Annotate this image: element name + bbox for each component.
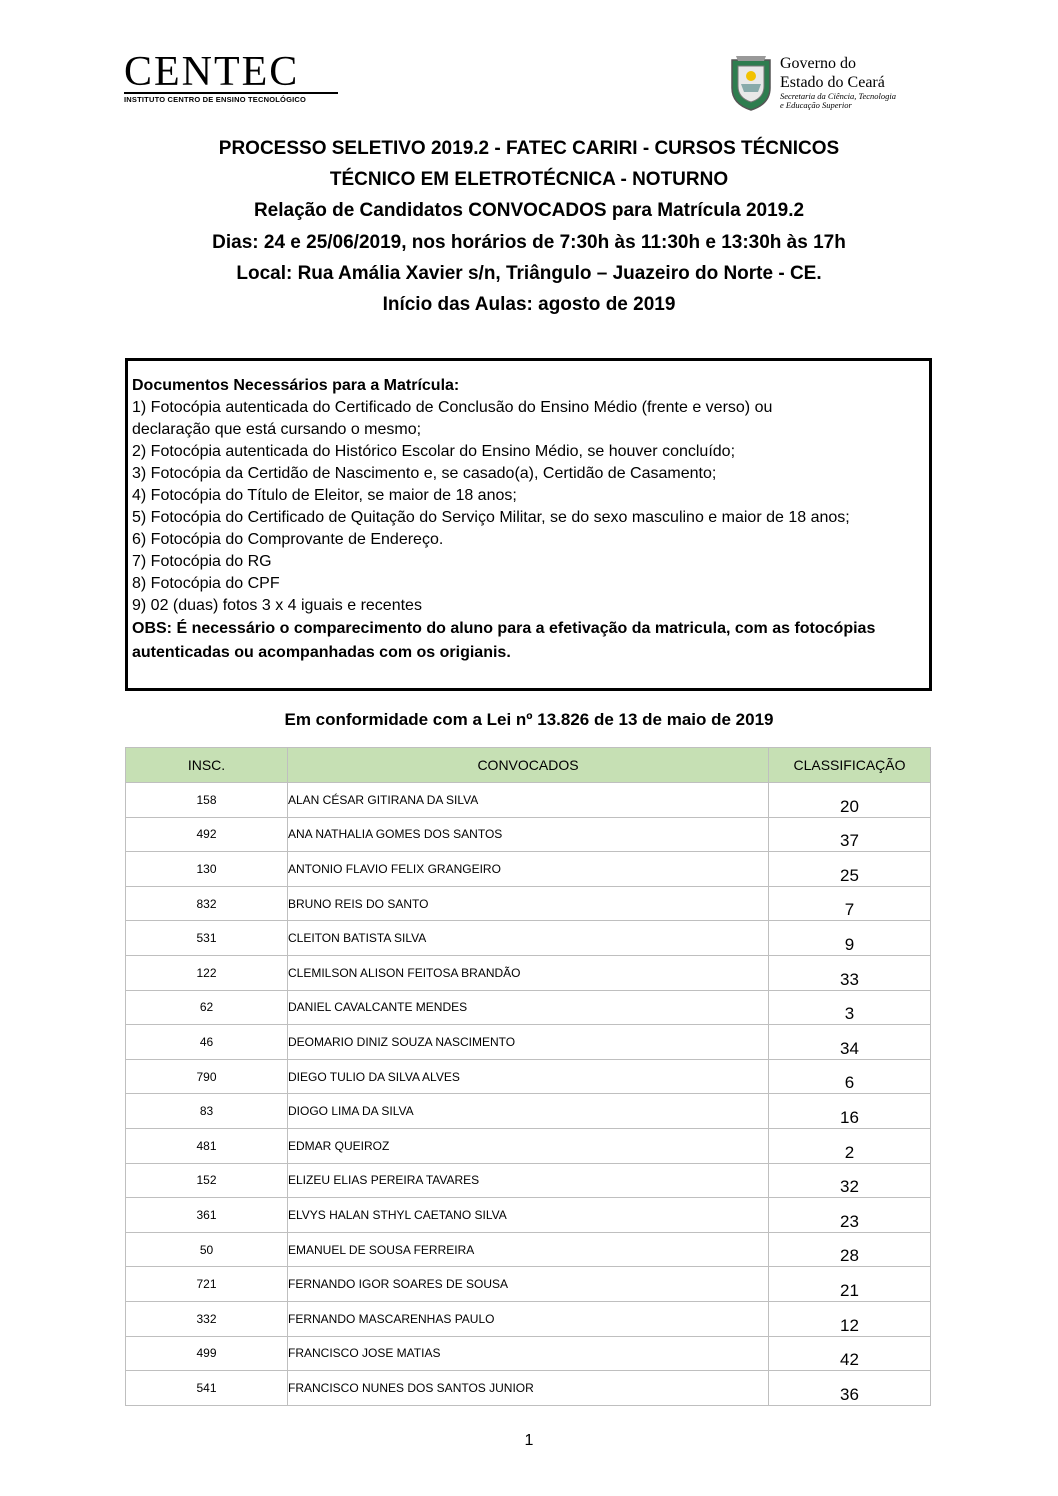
cell-classificacao: 37 [769,817,931,852]
cell-classificacao: 9 [769,921,931,956]
law-reference: Em conformidade com a Lei nº 13.826 de 13 de maio de 2019 [284,710,774,729]
cell-insc: 832 [126,886,288,921]
column-header-convocados: CONVOCADOS [288,748,769,783]
cell-classificacao: 34 [769,1025,931,1060]
cell-classificacao: 32 [769,1163,931,1198]
documents-title: Documentos Necessários para a Matrícula: [132,377,460,394]
cell-convocado: CLEITON BATISTA SILVA [288,921,769,956]
cell-insc: 50 [126,1232,288,1267]
heading-course: TÉCNICO EM ELETROTÉCNICA - NOTURNO [329,169,729,191]
table-row [126,1336,931,1371]
cell-convocado: ANTONIO FLAVIO FELIX GRANGEIRO [288,852,769,887]
cell-insc: 361 [126,1198,288,1233]
cell-insc: 62 [126,990,288,1025]
document-item: 4) Fotocópia do Título de Eleitor, se maior de 18 anos; [132,487,517,504]
table-row [126,955,931,990]
document-item: declaração que está cursando o mesmo; [132,421,422,438]
cell-classificacao: 33 [769,955,931,990]
documents-obs-line1: OBS: É necessário o comparecimento do aluno para a efetivação da matricula, com as fotocópias [132,620,876,637]
cell-convocado: DANIEL CAVALCANTE MENDES [288,990,769,1025]
cell-classificacao: 6 [769,1059,931,1094]
column-header-classificacao: CLASSIFICAÇÃO [769,748,931,783]
cell-classificacao: 42 [769,1336,931,1371]
required-documents-box [125,358,932,691]
table-row [126,1301,931,1336]
cell-classificacao: 2 [769,1128,931,1163]
column-header-insc: INSC. [126,748,288,783]
table-row [126,886,931,921]
centec-logo-word: CENTEC [124,49,300,95]
cell-classificacao: 16 [769,1094,931,1129]
cell-convocado: FERNANDO MASCARENHAS PAULO [288,1301,769,1336]
cell-classificacao: 25 [769,852,931,887]
cell-convocado: EMANUEL DE SOUSA FERREIRA [288,1232,769,1267]
table-row [126,990,931,1025]
cell-insc: 130 [126,852,288,887]
cell-classificacao: 12 [769,1301,931,1336]
gov-logo-line2: Estado do Ceará [780,74,885,91]
cell-convocado: CLEMILSON ALISON FEITOSA BRANDÃO [288,955,769,990]
table-row [126,783,931,818]
cell-insc: 492 [126,817,288,852]
cell-convocado: DIEGO TULIO DA SILVA ALVES [288,1059,769,1094]
table-row [126,921,931,956]
document-item: 6) Fotocópia do Comprovante de Endereço. [132,531,444,548]
ceara-seal-icon [728,52,774,112]
gov-logo-sub1: Secretaria da Ciência, Tecnologia [780,91,896,101]
documents-obs-line2: autenticadas ou acompanhadas com os origianis. [132,644,511,661]
heading-location: Local: Rua Amália Xavier s/n, Triângulo – Juazeiro do Norte - CE. [236,262,822,284]
cell-insc: 83 [126,1094,288,1129]
cell-insc: 158 [126,783,288,818]
cell-insc: 46 [126,1025,288,1060]
gov-logo-line1: Governo do [780,55,856,72]
heading-classes-start: Início das Aulas: agosto de 2019 [382,294,676,316]
cell-convocado: FRANCISCO NUNES DOS SANTOS JUNIOR [288,1371,769,1406]
table-row [126,1198,931,1233]
cell-convocado: FERNANDO IGOR SOARES DE SOUSA [288,1267,769,1302]
table-row [126,817,931,852]
candidates-table [125,747,931,1406]
heading-dates: Dias: 24 e 25/06/2019, nos horários de 7:30h às 11:30h e 13:30h às 17h [212,231,846,253]
cell-convocado: DEOMARIO DINIZ SOUZA NASCIMENTO [288,1025,769,1060]
cell-convocado: ALAN CÉSAR GITIRANA DA SILVA [288,783,769,818]
cell-convocado: ANA NATHALIA GOMES DOS SANTOS [288,817,769,852]
cell-insc: 332 [126,1301,288,1336]
cell-classificacao: 23 [769,1198,931,1233]
cell-convocado: BRUNO REIS DO SANTO [288,886,769,921]
document-item: 3) Fotocópia da Certidão de Nascimento e, se casado(a), Certidão de Casamento; [132,465,717,482]
heading-process: PROCESSO SELETIVO 2019.2 - FATEC CARIRI - CURSOS TÉCNICOS [218,138,840,159]
document-item: 2) Fotocópia autenticada do Histórico Escolar do Ensino Médio, se houver concluído; [132,443,736,460]
governo-ceara-logo [728,52,938,116]
cell-classificacao: 7 [769,886,931,921]
cell-classificacao: 21 [769,1267,931,1302]
document-item: 7) Fotocópia do RG [132,553,272,570]
cell-insc: 499 [126,1336,288,1371]
cell-insc: 721 [126,1267,288,1302]
cell-convocado: EDMAR QUEIROZ [288,1128,769,1163]
cell-insc: 541 [126,1371,288,1406]
cell-insc: 122 [126,955,288,990]
document-item: 9) 02 (duas) fotos 3 x 4 iguais e recentes [132,597,422,614]
centec-logo [124,49,338,104]
table-row [126,852,931,887]
heading-relation: Relação de Candidatos CONVOCADOS para Matrícula 2019.2 [253,200,805,222]
table-header-row [126,748,931,783]
table-row [126,1371,931,1406]
document-headings [100,133,958,320]
cell-insc: 531 [126,921,288,956]
cell-classificacao: 36 [769,1371,931,1406]
cell-insc: 481 [126,1128,288,1163]
table-row [126,1163,931,1198]
table-row [126,1094,931,1129]
cell-convocado: DIOGO LIMA DA SILVA [288,1094,769,1129]
document-item: 8) Fotocópia do CPF [132,575,280,592]
cell-convocado: ELIZEU ELIAS PEREIRA TAVARES [288,1163,769,1198]
centec-logo-subtitle: INSTITUTO CENTRO DE ENSINO TECNOLÓGICO [124,92,338,104]
table-row [126,1059,931,1094]
cell-convocado: FRANCISCO JOSE MATIAS [288,1336,769,1371]
table-row [126,1267,931,1302]
table-row [126,1232,931,1267]
cell-insc: 790 [126,1059,288,1094]
cell-convocado: ELVYS HALAN STHYL CAETANO SILVA [288,1198,769,1233]
cell-classificacao: 28 [769,1232,931,1267]
document-item: 1) Fotocópia autenticada do Certificado de Conclusão do Ensino Médio (frente e verso) ou [132,399,773,416]
document-item: 5) Fotocópia do Certificado de Quitação do Serviço Militar, se do sexo masculino e maior de 18 anos; [132,509,850,526]
table-row [126,1025,931,1060]
cell-classificacao: 3 [769,990,931,1025]
cell-insc: 152 [126,1163,288,1198]
table-row [126,1128,931,1163]
page-number: 1 [524,1432,534,1449]
cell-classificacao: 20 [769,783,931,818]
gov-logo-sub2: e Educação Superior [780,100,852,110]
